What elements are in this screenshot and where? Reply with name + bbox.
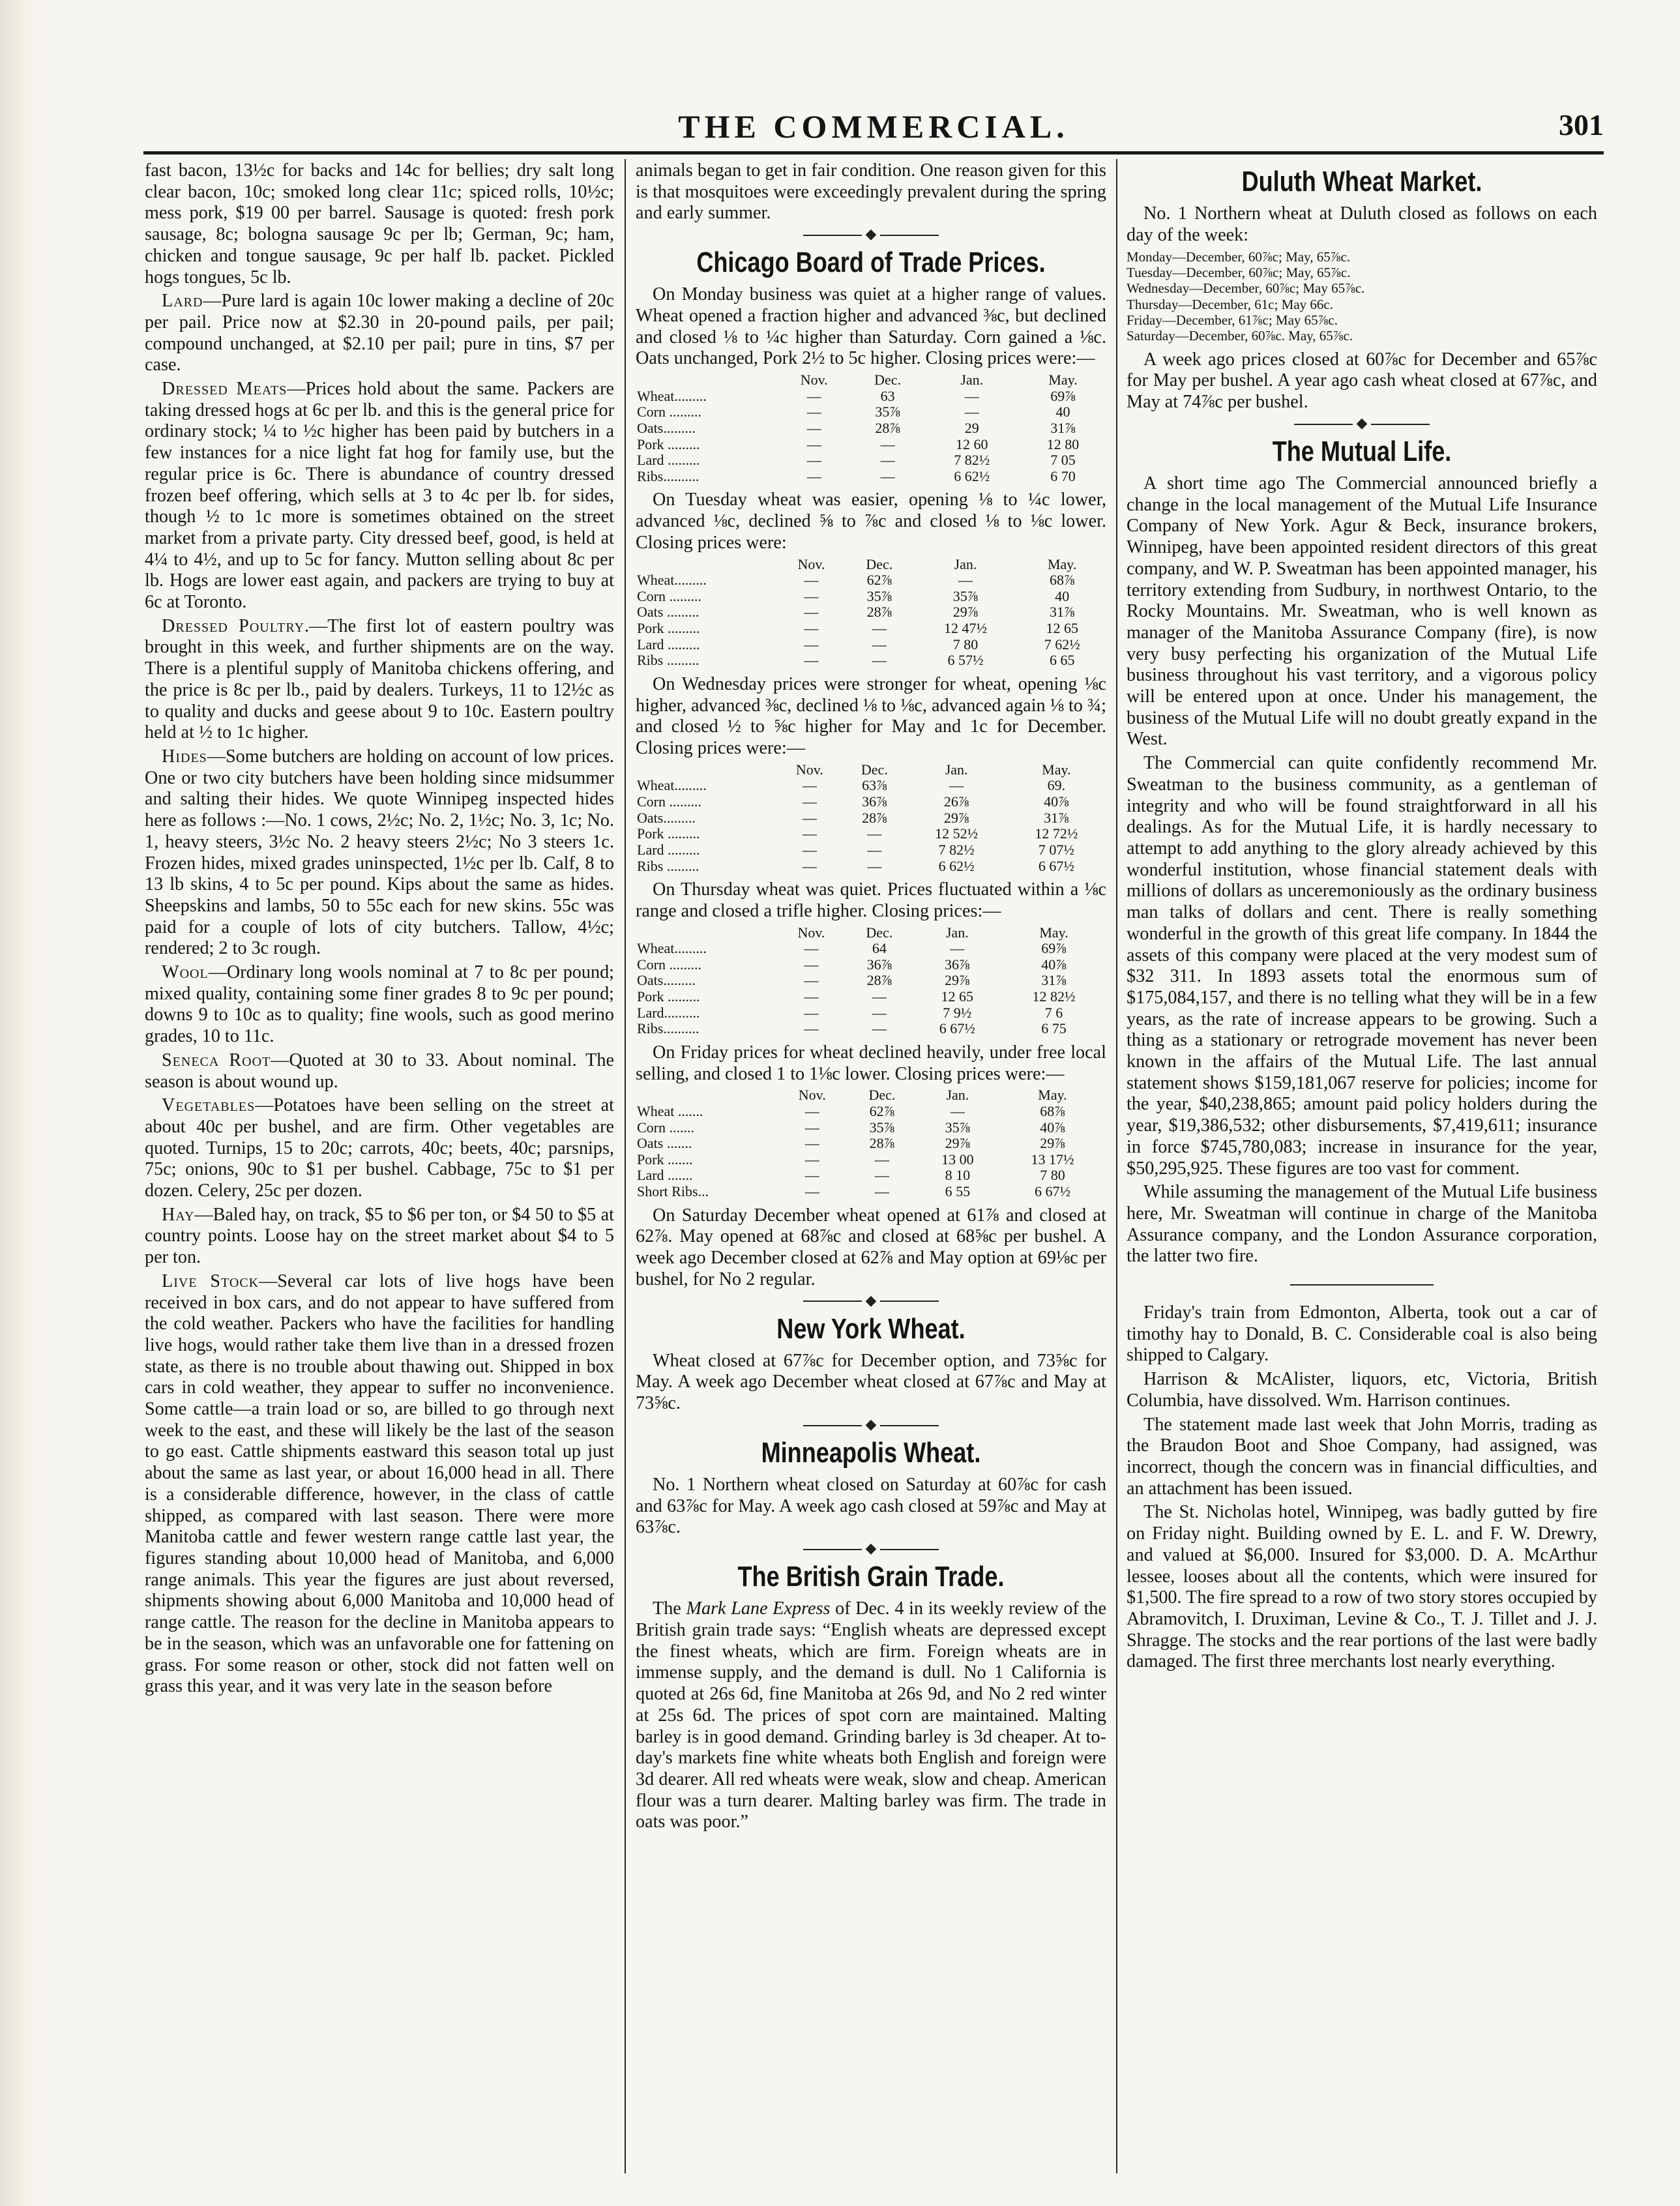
price-row	[636, 1152, 1106, 1168]
price-row	[636, 1021, 1106, 1037]
price-cell: 35⅞	[945, 1119, 971, 1136]
price-cell: —	[802, 841, 817, 858]
dressed-meats-paragraph: Dressed Meats—Prices hold about the same. Packers are taking dressed hogs at 6c per lb. and this is the general price for ordinary stock; ¼ to ½c higher has been paid by butchers in a few instances for a nice light fat hog for family use, but the regular price is 6c. There is abundance of country dressed frozen beef offering, which sells at 3 to 4c per lb. for sides, though ½ to 1c more is sometimes obtained on the street market from a private party. City dressed beef, good, is held at 4¼ to 4½, and up to 5c for fancy. Mutton selling about 8c per lb. Hogs are lower east again, and packers are trying to buy at 6c at Toronto.	[145, 379, 614, 613]
price-cell: 63	[880, 387, 895, 404]
price-cell: 13 17½	[1031, 1151, 1074, 1168]
price-cell: 35⅞	[869, 1119, 895, 1136]
hides-paragraph: Hides—Some butchers are holding on account of low prices. One or two city butchers have been holding since midsummer and salting their hides. We quote Winnipeg inspected hides here as follows :—No. 1 cows, 2½c; No. 2, 1½c; No. 3, 1c; No. 1, heavy steers, 3½c No. 2 heavy steers 2½c; No 3 steers 1c. Frozen hides, mixed grades uninspected, 1½c per lb. Calf, 8 to 13 lb skins, 4 to 5c per pound. Kips about the same as hides. Sheepskins and lambs, 50 to 55c each for new skins. 55c was paid for a couple of lots of city butchers. Tallow, 4½c; rendered; 2 to 3c rough.	[145, 746, 614, 959]
commodity-label: Wheat .......	[637, 1102, 703, 1119]
dressed-poultry-lead: Dressed Poultry	[162, 615, 305, 636]
price-cell: 6 57½	[947, 652, 984, 669]
col-header-may: May.	[1047, 555, 1077, 572]
column-middle-grain-prices	[636, 160, 1106, 2171]
price-cell: 6 62½	[954, 467, 990, 484]
price-cell: —	[880, 467, 895, 484]
price-cell: —	[804, 988, 819, 1005]
commodity-label: Pork .......	[637, 1151, 693, 1168]
price-cell: 7 6	[1044, 1004, 1063, 1021]
price-row	[636, 989, 1106, 1005]
price-cell: —	[804, 1119, 819, 1136]
price-cell: 40	[1055, 587, 1070, 604]
price-cell: 12 65	[941, 988, 974, 1005]
price-cell: —	[802, 809, 817, 826]
price-row	[636, 973, 1106, 989]
price-row	[636, 653, 1106, 669]
price-cell: 7 62½	[1044, 636, 1080, 653]
price-row	[636, 404, 1106, 420]
price-cell: 6 65	[1049, 652, 1075, 669]
price-cell: 40⅞	[1044, 793, 1069, 810]
price-cell: 69⅞	[1050, 387, 1076, 404]
price-cell: 26⅞	[943, 793, 969, 810]
price-row	[636, 778, 1106, 794]
price-row	[636, 437, 1106, 453]
price-cell: 29⅞	[945, 1135, 971, 1152]
price-row	[636, 1120, 1106, 1136]
price-cell: 12 47½	[943, 620, 987, 637]
price-cell: 8 10	[945, 1167, 971, 1184]
price-cell: 12 72½	[1035, 825, 1078, 842]
price-cell: —	[804, 652, 819, 669]
commodity-label: Oats.........	[637, 419, 696, 436]
price-cell: —	[802, 793, 817, 810]
seneca-root-lead: Seneca Root	[162, 1050, 271, 1070]
price-row	[636, 637, 1106, 653]
col-header-jan: Jan.	[960, 372, 984, 389]
masthead-rule	[143, 151, 1604, 154]
commodity-label: Wheat.........	[637, 940, 707, 957]
col-header-dec: Dec.	[866, 555, 893, 572]
column-rule	[1116, 159, 1117, 2173]
price-cell: —	[880, 435, 895, 452]
price-row	[636, 810, 1106, 827]
price-cell: 6 62½	[938, 857, 975, 874]
british-grain-trade-heading: The British Grain Trade.	[737, 1561, 1005, 1593]
price-cell: —	[804, 620, 819, 637]
price-cell: 6 55	[945, 1183, 971, 1200]
commodity-label: Lard .........	[637, 452, 700, 469]
masthead-title: THE COMMERCIAL.	[678, 108, 1069, 145]
price-cell: 29⅞	[1040, 1135, 1065, 1152]
price-cell: 7 80	[1040, 1167, 1065, 1184]
duluth-day-saturday: Saturday—December, 60⅞c. May, 65⅞c.	[1127, 328, 1353, 344]
price-cell: —	[804, 1167, 819, 1184]
price-cell: —	[804, 1004, 819, 1021]
col-header-jan: Jan.	[946, 1087, 969, 1104]
wednesday-price-table	[636, 762, 1106, 874]
commodity-label: Ribs..........	[637, 467, 700, 484]
duluth-day-monday: Monday—December, 60⅞c; May, 65⅞c.	[1127, 248, 1351, 265]
monday-price-table	[636, 372, 1106, 484]
price-cell: —	[874, 1183, 889, 1200]
price-cell: —	[867, 825, 882, 842]
price-cell: —	[804, 956, 819, 973]
price-cell: —	[872, 1020, 887, 1037]
price-cell: 13 00	[941, 1151, 974, 1168]
price-cell: 12 52½	[935, 825, 979, 842]
col-header-may: May.	[1038, 1087, 1067, 1104]
price-row	[636, 389, 1106, 405]
price-cell: 36⅞	[866, 956, 892, 973]
column-rule	[625, 159, 626, 2173]
price-cell: —	[872, 1004, 887, 1021]
section-divider	[1290, 1284, 1434, 1286]
price-row	[636, 941, 1106, 957]
column-right-news	[1127, 160, 1597, 2171]
price-cell: 28⅞	[869, 1135, 895, 1152]
friday-paragraph: On Friday prices for wheat declined heavily, under free local selling, and closed 1 to 1⅛c lower. Closing prices were:—	[636, 1042, 1106, 1084]
col-header-may: May.	[1039, 924, 1068, 941]
friday-price-table	[636, 1087, 1106, 1199]
col-header-dec: Dec.	[861, 761, 888, 778]
british-grain-trade-paragraph: The Mark Lane Express of Dec. 4 in its weekly review of the British grain trade says: “English wheats are depressed except the finest wheats, which are firm. Foreign wheats are in immense supply, and the demand is dull. No 1 California is quoted at 26s 6d, fine Manitoba at 26s 9d, and No 2 red winter at 25s 6d. The prices of spot corn are maintained. Malting barley is in good demand. Grinding barley is 3d cheaper. At to-day's markets fine white wheats both English and foreign were 3d dearer. All red wheats were weak, slow and cheap. American flour was a turn dearer. Malting barley was firm. The trade in oats was poor.”	[636, 1598, 1106, 1832]
price-cell: —	[804, 587, 819, 604]
news-item-john-morris: The statement made last week that John Morris, trading as the Braudon Boot and Shoe Company, had assigned, was incorrect, though the concern was in financial difficulties, and an attachment has been issued.	[1127, 1414, 1597, 1499]
price-cell: —	[949, 777, 964, 794]
price-cell: —	[958, 572, 973, 589]
price-cell: 31⅞	[1050, 419, 1076, 436]
price-cell: 12 60	[955, 435, 988, 452]
masthead	[143, 108, 1604, 147]
price-cell: 6 70	[1050, 467, 1076, 484]
price-cell: 28⅞	[862, 809, 887, 826]
commodity-label: Lard .......	[637, 1167, 693, 1184]
section-ornament: ◆	[636, 1293, 1106, 1308]
price-row	[636, 589, 1106, 605]
price-cell: —	[872, 636, 887, 653]
commodity-label: Oats.........	[637, 809, 696, 826]
price-cell: 63⅞	[862, 777, 887, 794]
price-cell: —	[802, 857, 817, 874]
price-row	[636, 469, 1106, 485]
price-cell: —	[806, 467, 821, 484]
price-cell: —	[804, 1135, 819, 1152]
price-row	[636, 1184, 1106, 1200]
duluth-day-wednesday: Wednesday—December, 60⅞c; May 65⅞c.	[1127, 280, 1365, 297]
hay-lead: Hay	[162, 1204, 195, 1225]
section-ornament: ◆	[636, 1541, 1106, 1555]
chicago-board-heading: Chicago Board of Trade Prices.	[696, 246, 1046, 279]
hay-paragraph: Hay—Baled hay, on track, $5 to $6 per ton, or $4 50 to $5 at country points. Loose hay on the street market about $4 to 5 per ton.	[145, 1204, 614, 1268]
duluth-day-tuesday: Tuesday—December, 60⅞c; May, 65⅞c.	[1127, 264, 1351, 280]
commodity-label: Oats .......	[637, 1135, 692, 1152]
live-stock-continued: animals began to get in fair condition. One reason given for this is that mosquitoes were exceedingly prevalent during the spring and early summer.	[636, 160, 1106, 224]
price-cell: 29	[964, 419, 979, 436]
price-cell: —	[950, 940, 965, 957]
live-stock-lead: Live Stock	[162, 1271, 259, 1291]
duluth-intro: No. 1 Northern wheat at Duluth closed as follows on each day of the week:	[1127, 203, 1597, 245]
mutual-life-paragraph-2: The Commercial can quite confidently recommend Mr. Sweatman to the business community, as a gentleman of integrity and who will be found straightforward in all his dealings. As for the Mutual Life, it is hardly necessary to attempt to add anything to the glory already achieved by this wonderful institution, whose financial statement deals with millions of dollars as unceremoniously as the ordinary business man talks of dollars and cent. There is really something wonderful in the growth of this great life company. In 1844 the assets of this company were placed at the very modest sum of $32 311. In 1893 assets total the enormous sum of $175,084,157, and there is no telling what they will be in a few years, as the rate of increase appears to be growing. Such a thing as a stationary or retrograde movement has never been known in the affairs of the Mutual Life. The last annual statement shows $159,181,067 reserve for policies; income for the year, $40,238,865; amount paid policy holders during the year, $19,386,532; other disbursements, $7,419,611; insurance in force $745,780,083; increase in insurance for the year, $50,295,925. These figures are too vast for comment.	[1127, 753, 1597, 1179]
section-ornament: ◆	[636, 1417, 1106, 1432]
col-header-jan: Jan.	[954, 555, 977, 572]
price-cell: —	[804, 940, 819, 957]
price-cell: —	[802, 825, 817, 842]
seneca-root-paragraph: Seneca Root—Quoted at 30 to 33. About nominal. The season is about wound up.	[145, 1050, 614, 1092]
price-row	[636, 420, 1106, 437]
price-cell: —	[874, 1151, 889, 1168]
price-row	[636, 826, 1106, 842]
price-row	[636, 859, 1106, 875]
price-cell: 28⅞	[875, 419, 900, 436]
commodity-label: Short Ribs...	[637, 1183, 709, 1200]
price-row	[636, 621, 1106, 637]
commodity-label: Corn .........	[637, 793, 701, 810]
col-header-dec: Dec.	[868, 1087, 896, 1104]
price-cell: —	[804, 972, 819, 989]
price-row	[636, 957, 1106, 973]
col-header-jan: Jan.	[945, 761, 968, 778]
price-cell: 7 80	[952, 636, 979, 653]
price-cell: 62⅞	[869, 1102, 895, 1119]
price-cell: 6 67½	[1034, 1183, 1070, 1200]
price-cell: —	[804, 636, 819, 653]
minneapolis-wheat-heading: Minneapolis Wheat.	[761, 1436, 981, 1469]
tuesday-price-table	[636, 557, 1106, 669]
lard-lead: Lard	[162, 291, 203, 312]
commodity-label: Wheat.........	[637, 777, 707, 794]
price-cell: 7 82½	[954, 452, 990, 469]
price-cell: 31⅞	[1041, 972, 1067, 989]
price-cell: 36⅞	[862, 793, 887, 810]
price-cell: —	[867, 857, 882, 874]
lard-paragraph: Lard—Pure lard is again 10c lower making a decline of 20c per pail. Price now at $2.30 in 20-pound pails, per pail; compound unchanged, at $2.10 per pail; pure in tins, $7 per case.	[145, 291, 614, 375]
price-cell: 6 67½	[939, 1020, 975, 1037]
dressed-meats-lead: Dressed Meats	[162, 379, 287, 400]
price-cell: 68⅞	[1049, 572, 1075, 589]
price-cell: —	[804, 572, 819, 589]
price-row	[636, 1168, 1106, 1184]
price-cell: —	[867, 841, 882, 858]
price-row	[636, 604, 1106, 621]
mark-lane-express-title: Mark Lane Express	[686, 1598, 831, 1619]
price-cell: —	[950, 1102, 965, 1119]
vegetables-lead: Vegetables	[162, 1095, 256, 1116]
commodity-label: Ribs..........	[637, 1020, 700, 1037]
commodity-label: Ribs .........	[637, 652, 700, 669]
price-cell: 6 67½	[1038, 857, 1074, 874]
price-cell: 40⅞	[1040, 1119, 1065, 1136]
mutual-life-paragraph-1: A short time ago The Commercial announced briefly a change in the local management of the Mutual Life Insurance Company of New York. Agur & Beck, insurance brokers, Winnipeg, have been appointed resident directors of this great company, and W. P. Sweatman has been appointed manager, his territory extending from Sudbury, in northwest Ontario, to the Rocky Mountains. Mr. Sweatman, who is well known as manager of the Manitoba Assurance Company (fire), is now very busy perfecting his organization of the Mutual Life business throughout his vast territory, and a vigorous policy will be entered upon at once. Under his management, the business of the Mutual Life will no doubt greatly expand in the West.	[1127, 473, 1597, 750]
price-cell: 7 9½	[943, 1004, 972, 1021]
price-cell: 40⅞	[1041, 956, 1067, 973]
duluth-wheat-heading: Duluth Wheat Market.	[1241, 166, 1482, 198]
new-york-wheat-paragraph: Wheat closed at 67⅞c for December option, and 73⅝c for May. A week ago December wheat closed at 67⅞c and May at 73⅝c.	[636, 1350, 1106, 1414]
new-york-wheat-heading: New York Wheat.	[776, 1312, 965, 1345]
commodity-label: Pork .........	[637, 988, 700, 1005]
price-cell: 35⅞	[952, 587, 979, 604]
price-cell: 12 65	[1046, 620, 1078, 637]
price-row	[636, 452, 1106, 469]
price-cell: 35⅞	[866, 587, 892, 604]
monday-paragraph: On Monday business was quiet at a higher range of values. Wheat opened a fraction higher and advanced ⅜c, but declined and closed ⅛ to ¼c higher than Saturday. Corn gained a ⅛c. Oats unchanged, Pork 2½ to 5c higher. Closing prices were:—	[636, 284, 1106, 369]
thursday-price-table	[636, 925, 1106, 1037]
col-header-nov: Nov.	[798, 1087, 826, 1104]
col-header-dec: Dec.	[866, 924, 893, 941]
vegetables-paragraph: Vegetables—Potatoes have been selling on the street at about 40c per bushel, and are firm. Other vegetables are quoted. Turnips, 15 to 20c; carrots, 40c; beets, 40c; parsnips, 75c; onions, 90c to $1 per bushel. Cabbage, 75c to $1 per dozen. Celery, 25c per dozen.	[145, 1095, 614, 1201]
price-cell: —	[806, 419, 821, 436]
provisions-paragraph: fast bacon, 13½c for backs and 14c for bellies; dry salt long clear bacon, 10c; smoked long clear 11c; spiced rolls, 10½c; mess pork, $19 00 per barrel. Sausage is quoted: fresh pork sausage, 8c; bologna sausage 9c per lb; German, 9c; ham, chicken and tongue sausage, 9c per half lb. packet. Pickled hogs tongues, 5c lb.	[145, 160, 614, 287]
commodity-label: Ribs .........	[637, 857, 700, 874]
price-cell: —	[872, 620, 887, 637]
price-cell: 12 82½	[1032, 988, 1076, 1005]
commodity-label: Wheat.........	[637, 572, 707, 589]
commodity-label: Pork .........	[637, 435, 700, 452]
duluth-week-ago: A week ago prices closed at 60⅞c for December and 65⅞c for May per bushel. A year ago cash wheat closed at 67⅞c, and May at 74⅞c per bushel.	[1127, 349, 1597, 413]
commodity-label: Lard..........	[637, 1004, 700, 1021]
price-cell: 69⅞	[1041, 940, 1067, 957]
col-header-dec: Dec.	[874, 372, 902, 389]
price-cell: —	[804, 1102, 819, 1119]
duluth-day-friday: Friday—December, 61⅞c; May 65⅞c.	[1127, 312, 1338, 329]
price-cell: 31⅞	[1044, 809, 1069, 826]
commodity-label: Oats .........	[637, 604, 700, 621]
mutual-life-heading: The Mutual Life.	[1272, 435, 1452, 467]
section-ornament: ◆	[636, 227, 1106, 241]
price-cell: —	[806, 452, 821, 469]
price-cell: 36⅞	[945, 956, 970, 973]
price-cell: —	[804, 1020, 819, 1037]
price-cell: —	[874, 1167, 889, 1184]
price-cell: 7 82½	[938, 841, 975, 858]
duluth-daily-list	[1127, 249, 1597, 344]
col-header-nov: Nov.	[795, 761, 823, 778]
section-ornament: ◆	[1127, 416, 1597, 430]
dressed-poultry-paragraph: Dressed Poultry.—The first lot of eastern poultry was brought in this week, and further shipments are on the way. There is a plentiful supply of Manitoba chickens offering, and the price is 8c per lb., paid by dealers. Turkeys, 11 to 12½c as to quality and ducks and geese about 9 to 10c. Eastern poultry held at ½ to 1c higher.	[145, 615, 614, 743]
price-row	[636, 794, 1106, 810]
price-cell: —	[872, 988, 887, 1005]
duluth-day-thursday: Thursday—December, 61c; May 66c.	[1127, 296, 1333, 312]
price-cell: 29⅞	[943, 809, 969, 826]
price-cell: —	[804, 604, 819, 621]
minneapolis-wheat-paragraph: No. 1 Northern wheat closed on Saturday at 60⅞c for cash and 63⅞c for May. A week ago cash closed at 59⅞c and May at 63⅞c.	[636, 1475, 1106, 1538]
price-cell: 12 80	[1046, 435, 1080, 452]
col-header-jan: Jan.	[945, 924, 969, 941]
commodity-label: Corn .........	[637, 587, 701, 604]
commodity-label: Oats.........	[637, 972, 696, 989]
price-cell: 6 75	[1041, 1020, 1067, 1037]
price-row	[636, 572, 1106, 589]
saturday-paragraph: On Saturday December wheat opened at 61⅞ and closed at 62⅞. May opened at 68⅞c and closed at 68⅝c per bushel. A week ago December closed at 62⅞ and May option at 69⅛c per bushel, for No 2 regular.	[636, 1205, 1106, 1289]
page-binding-edge	[0, 0, 40, 2206]
price-cell: 69.	[1047, 777, 1066, 794]
column-left-market-reports	[145, 160, 614, 2171]
price-cell: —	[964, 387, 979, 404]
news-item-harrison-mcalister: Harrison & McAlister, liquors, etc, Victoria, British Columbia, have dissolved. Wm. Harrison continues.	[1127, 1369, 1597, 1411]
commodity-label: Corn .........	[637, 956, 701, 973]
mutual-life-paragraph-3: While assuming the management of the Mutual Life business here, Mr. Sweatman will continue in charge of the Manitoba Assurance company, and the London Assurance corporation, the latter two fire.	[1127, 1182, 1597, 1267]
wool-lead: Wool	[162, 962, 209, 983]
price-cell: 40	[1055, 404, 1070, 420]
price-cell: —	[804, 1151, 819, 1168]
tuesday-paragraph: On Tuesday wheat was easier, opening ⅛ to ¼c lower, advanced ⅛c, declined ⅝ to ⅞c and closed ⅛ to ⅛c lower. Closing prices were:	[636, 490, 1106, 553]
col-header-may: May.	[1042, 761, 1071, 778]
news-item-st-nicholas-fire: The St. Nicholas hotel, Winnipeg, was badly gutted by fire on Friday night. Building owned by E. L. and F. W. Drewry, and valued at $6,000. Insured for $3,000. D. A. McArthur lessee, looses about all the contents, which were insured for $1,500. The fire spread to a row of two story stores occupied by Abramovitch, I. Druximan, Levine & Co., T. J. Tillet and J. J. Shragge. The stocks and the rear portions of the last were badly damaged. The first three merchants lost nearly everything.	[1127, 1502, 1597, 1672]
price-cell: —	[872, 652, 887, 669]
price-cell: 35⅞	[875, 404, 900, 420]
price-cell: —	[880, 452, 895, 469]
price-cell: —	[964, 404, 979, 420]
commodity-label: Pork .........	[637, 620, 700, 637]
col-header-nov: Nov.	[797, 555, 825, 572]
price-row	[636, 1136, 1106, 1152]
price-cell: —	[804, 1183, 819, 1200]
commodity-label: Wheat.........	[637, 387, 707, 404]
price-cell: 68⅞	[1040, 1102, 1065, 1119]
price-cell: —	[806, 387, 821, 404]
price-cell: 31⅞	[1049, 604, 1075, 621]
price-cell: 29⅞	[952, 604, 979, 621]
hides-lead: Hides	[162, 746, 207, 767]
commodity-label: Lard .........	[637, 636, 700, 653]
price-cell: 7 07½	[1038, 841, 1074, 858]
col-header-nov: Nov.	[797, 924, 825, 941]
wednesday-paragraph: On Wednesday prices were stronger for wheat, opening ⅛c higher, advanced ⅜c, declined ⅛ to ⅛c, advanced again ⅛ to ¾; and closed ½ to ⅝c higher for May and 1c for December. Closing prices were:—	[636, 673, 1106, 759]
news-item-edmonton-train: Friday's train from Edmonton, Alberta, took out a car of timothy hay to Donald, B. C. Considerable coal is also being shipped to Calgary.	[1127, 1302, 1597, 1366]
price-row	[636, 842, 1106, 859]
price-cell: 29⅞	[945, 972, 970, 989]
price-cell: 28⅞	[866, 604, 892, 621]
col-header-may: May.	[1048, 372, 1078, 389]
commodity-label: Corn .........	[637, 404, 701, 420]
wool-paragraph: Wool—Ordinary long wools nominal at 7 to 8c per pound; mixed quality, containing some finer grades 8 to 9c per pound; downs 9 to 10c as to quality; fine wools, such as good merino grades, 10 to 11c.	[145, 962, 614, 1047]
price-cell: 62⅞	[866, 572, 892, 589]
price-cell: 7 05	[1050, 452, 1076, 469]
col-header-nov: Nov.	[800, 372, 828, 389]
commodity-label: Pork .........	[637, 825, 700, 842]
price-cell: —	[806, 404, 821, 420]
commodity-label: Corn .......	[637, 1119, 694, 1136]
price-cell: —	[802, 777, 817, 794]
price-cell: 28⅞	[866, 972, 892, 989]
live-stock-paragraph: Live Stock—Several car lots of live hogs have been received in box cars, and do not appear to have suffered from the cold weather. Packers who have the facilities for handling live hogs, would rather take them live than in a dressed frozen state, as there is no trouble about thawing out. Shipped in box cars in cold weather, they appear to suffer no inconvenience. Some cattle—a train load or so, are billed to go through next week to the east, and these will likely be the last of the season to go east. Cattle shipments eastward this season total up just about the same as last year, or about 16,000 head in all. There is a considerable difference, however, in the class of cattle shipped, as compared with last season. There were more Manitoba cattle and fewer western range cattle last year, the figures standing about 10,000 head of Manitoba, and 6,000 range animals. This year the figures are just about reversed, shipments showing about 6,000 Manitoba and 10,000 head of range cattle. The reason for the decline in Manitoba appears to be in the season, which was an unfavorable one for fattening on grass. For some reason or other, stock did not fatten well on grass this year, and it was very late in the season before	[145, 1271, 614, 1697]
commodity-label: Lard .........	[637, 841, 700, 858]
price-cell: —	[806, 435, 821, 452]
thursday-paragraph: On Thursday wheat was quiet. Prices fluctuated within a ⅛c range and closed a trifle higher. Closing prices:—	[636, 879, 1106, 921]
price-row	[636, 1104, 1106, 1120]
price-cell: 64	[872, 940, 887, 957]
page-number: 301	[1559, 108, 1604, 141]
price-row	[636, 1005, 1106, 1022]
